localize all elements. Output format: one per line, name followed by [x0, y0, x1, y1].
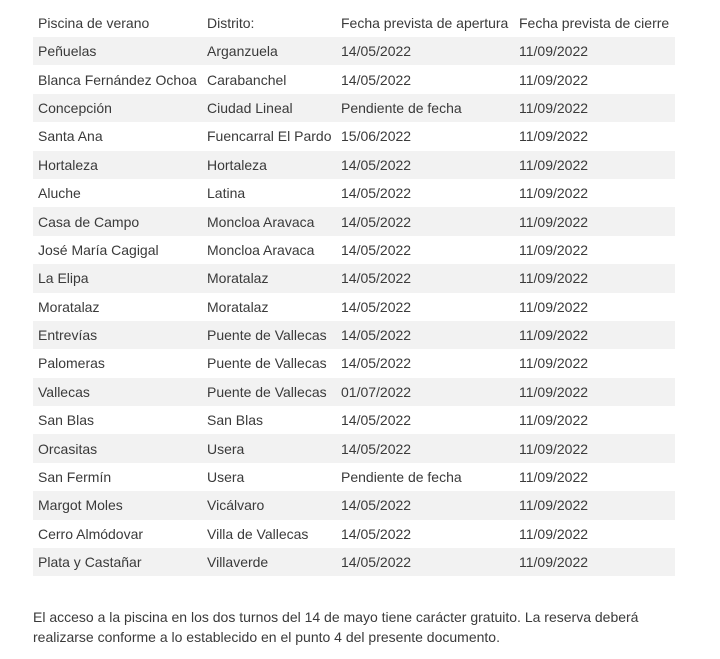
cell-opening-date: 14/05/2022 [336, 207, 514, 235]
cell-opening-date: Pendiente de fecha [336, 463, 514, 491]
header-pool-name: Piscina de verano [38, 15, 150, 31]
cell-opening-date: 14/05/2022 [336, 520, 514, 548]
cell-closing-date: 11/09/2022 [514, 491, 675, 519]
cell-pool-name: Plata y Castañar [33, 548, 202, 576]
cell-district: San Blas [202, 406, 336, 434]
cell-opening-date: 14/05/2022 [336, 293, 514, 321]
table-row [33, 264, 675, 292]
cell-closing-date: 11/09/2022 [514, 37, 675, 65]
cell-opening-date: 14/05/2022 [336, 406, 514, 434]
table-row [33, 520, 675, 548]
cell-opening-date: 14/05/2022 [336, 37, 514, 65]
header-district: Distrito: [207, 15, 255, 31]
table-row [33, 37, 675, 65]
cell-district: Usera [202, 463, 336, 491]
cell-pool-name: Palomeras [33, 349, 202, 377]
table-row [33, 94, 675, 122]
cell-pool-name: San Blas [33, 406, 202, 434]
cell-opening-date: 14/05/2022 [336, 179, 514, 207]
cell-pool-name: Vallecas [33, 378, 202, 406]
footnote-text: El acceso a la piscina en los dos turnos del 14 de mayo tiene carácter gratuito. La reserva deberá realizarse conforme a lo establecido en el punto 4 del presente documento. [33, 609, 639, 645]
cell-closing-date: 11/09/2022 [514, 94, 675, 122]
cell-closing-date: 11/09/2022 [514, 179, 675, 207]
cell-opening-date: Pendiente de fecha [336, 94, 514, 122]
cell-opening-date: 14/05/2022 [336, 236, 514, 264]
cell-district: Puente de Vallecas [202, 321, 336, 349]
cell-pool-name: Peñuelas [33, 37, 202, 65]
pools-table [33, 9, 675, 576]
header-opening-date: Fecha prevista de apertura [341, 15, 509, 31]
cell-pool-name: Santa Ana [33, 122, 202, 150]
cell-closing-date: 11/09/2022 [514, 520, 675, 548]
cell-closing-date: 11/09/2022 [514, 349, 675, 377]
header-row [33, 9, 675, 37]
cell-opening-date: 14/05/2022 [336, 548, 514, 576]
cell-opening-date: 14/05/2022 [336, 65, 514, 93]
cell-closing-date: 11/09/2022 [514, 378, 675, 406]
cell-district: Ciudad Lineal [202, 94, 336, 122]
cell-pool-name: Orcasitas [33, 434, 202, 462]
table-row [33, 378, 675, 406]
cell-district: Usera [202, 434, 336, 462]
cell-closing-date: 11/09/2022 [514, 151, 675, 179]
cell-district: Vicálvaro [202, 491, 336, 519]
cell-opening-date: 15/06/2022 [336, 122, 514, 150]
cell-pool-name: Moratalaz [33, 293, 202, 321]
cell-opening-date: 01/07/2022 [336, 378, 514, 406]
cell-opening-date: 14/05/2022 [336, 434, 514, 462]
cell-closing-date: 11/09/2022 [514, 65, 675, 93]
cell-district: Fuencarral El Pardo [202, 122, 336, 150]
cell-closing-date: 11/09/2022 [514, 122, 675, 150]
cell-pool-name: Cerro Almódovar [33, 520, 202, 548]
cell-pool-name: Blanca Fernández Ochoa [33, 65, 202, 93]
header-closing-date: Fecha prevista de cierre [519, 15, 670, 31]
cell-district: Moratalaz [202, 264, 336, 292]
table-row [33, 65, 675, 93]
table-row [33, 548, 675, 576]
table-row [33, 236, 675, 264]
cell-closing-date: 11/09/2022 [514, 293, 675, 321]
cell-pool-name: San Fermín [33, 463, 202, 491]
cell-closing-date: 11/09/2022 [514, 548, 675, 576]
cell-district: Moncloa Aravaca [202, 236, 336, 264]
table-row [33, 491, 675, 519]
cell-district: Hortaleza [202, 151, 336, 179]
table-row [33, 151, 675, 179]
cell-pool-name: José María Cagigal [33, 236, 202, 264]
cell-pool-name: Entrevías [33, 321, 202, 349]
cell-pool-name: Margot Moles [33, 491, 202, 519]
cell-closing-date: 11/09/2022 [514, 207, 675, 235]
cell-district: Moncloa Aravaca [202, 207, 336, 235]
cell-district: Puente de Vallecas [202, 349, 336, 377]
cell-district: Moratalaz [202, 293, 336, 321]
cell-pool-name: Casa de Campo [33, 207, 202, 235]
cell-closing-date: 11/09/2022 [514, 321, 675, 349]
cell-pool-name: La Elipa [33, 264, 202, 292]
table-row [33, 179, 675, 207]
cell-district: Villaverde [202, 548, 336, 576]
table-body [33, 37, 675, 576]
table-row [33, 349, 675, 377]
cell-opening-date: 14/05/2022 [336, 349, 514, 377]
table-row [33, 463, 675, 491]
table-header [33, 9, 675, 37]
cell-opening-date: 14/05/2022 [336, 151, 514, 179]
cell-closing-date: 11/09/2022 [514, 264, 675, 292]
cell-district: Puente de Vallecas [202, 378, 336, 406]
cell-district: Villa de Vallecas [202, 520, 336, 548]
table-row [33, 207, 675, 235]
cell-closing-date: 11/09/2022 [514, 434, 675, 462]
cell-closing-date: 11/09/2022 [514, 463, 675, 491]
cell-closing-date: 11/09/2022 [514, 406, 675, 434]
table-row [33, 293, 675, 321]
cell-opening-date: 14/05/2022 [336, 491, 514, 519]
cell-opening-date: 14/05/2022 [336, 264, 514, 292]
table-row [33, 122, 675, 150]
table-row [33, 406, 675, 434]
cell-opening-date: 14/05/2022 [336, 321, 514, 349]
cell-pool-name: Concepción [33, 94, 202, 122]
cell-pool-name: Hortaleza [33, 151, 202, 179]
cell-pool-name: Aluche [33, 179, 202, 207]
cell-district: Arganzuela [202, 37, 336, 65]
table-row [33, 434, 675, 462]
cell-district: Carabanchel [202, 65, 336, 93]
cell-district: Latina [202, 179, 336, 207]
table-row [33, 321, 675, 349]
cell-closing-date: 11/09/2022 [514, 236, 675, 264]
